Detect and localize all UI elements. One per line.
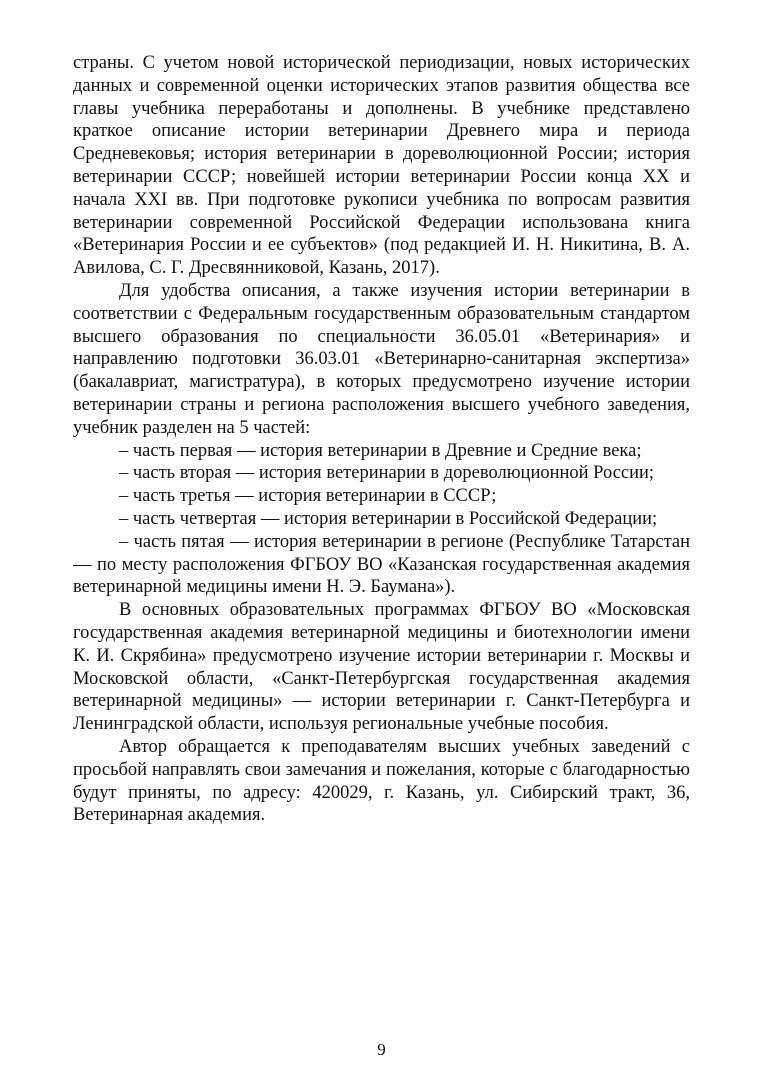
list-item-part-5: – часть пятая — история ветеринарии в регионе (Республике Татарстан — по месту расположения ФГБОУ ВО «Казанская государственная академия ветеринарной медицины имени Н. Э. Баумана»). <box>73 531 690 598</box>
list-item-part-4: – часть четвертая — история ветеринарии в Российской Федерации; <box>119 508 658 529</box>
paragraph-3: В основных образовательных программах ФГБОУ ВО «Московская государственная академия ветеринарной медицины и биотехнологии имени К. И. Скрябина» предусмотрено изучение истории ветеринарии г. Москвы и Московской области, «Санкт-Петербургская государственная академия ветеринарной медицины» — истории ветеринарии г. Санкт-Петербурга и Ленинградской области, используя региональные учебные пособия. <box>73 600 690 735</box>
paragraph-2: Для удобства описания, а также изучения истории ветеринарии в соответствии с Федеральным государственным образовательным стандартом высшего образования по специальности 36.05.01 «Ветеринария» и направлению подготовки 36.03.01 «Ветеринарно-санитарная экспертиза» (бакалавриат, магистратура), в которых предусмотрено изучение истории ветеринарии страны и региона расположения высшего учебного заведения, учебник разделен на 5 частей: <box>73 280 690 438</box>
list-item-part-1: – часть первая — история ветеринарии в Древние и Средние века; <box>119 440 642 461</box>
page-number: 9 <box>377 1040 386 1059</box>
paragraph-4: Автор обращается к преподавателям высших учебных заведений с просьбой направлять свои замечания и пожелания, которые с благодарностью будут приняты, по адресу: 420029, г. Казань, ул. Сибирский тракт, 36, Ветеринарная академия. <box>73 736 690 826</box>
list-item-part-3: – часть третья — история ветеринарии в СССР; <box>119 486 497 507</box>
paragraph-1: страны. С учетом новой исторической периодизации, новых исторических данных и современной оценки исторических этапов развития общества все главы учебника переработаны и дополнены. В учебнике представлено краткое описание истории ветеринарии Древнего мира и периода Средневековья; история ветеринарии в дореволюционной России; история ветеринарии СССР; новейшей истории ветеринарии России конца XX и начала XXI вв. При подготовке рукописи учебника по вопросам развития ветеринарии современной Российской Федерации использована книга «Ветеринария России и ее субъектов» (под редакцией И. Н. Никитина, В. А. Авилова, С. Г. Дресвянниковой, Казань, 2017). <box>73 53 690 279</box>
list-item-part-2: – часть вторая — история ветеринарии в дореволюционной России; <box>119 463 655 484</box>
page-body <box>73 52 690 827</box>
